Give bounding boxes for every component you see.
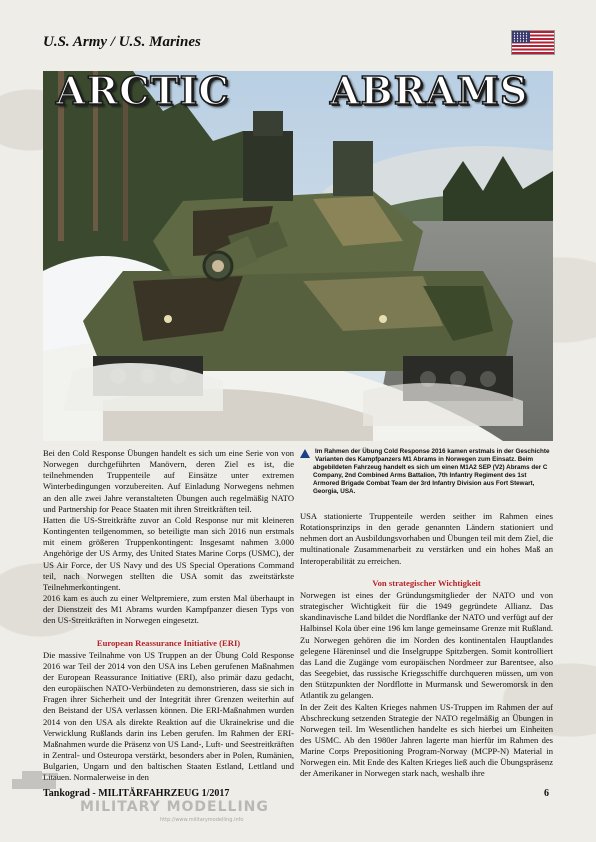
paragraph: USA stationierte Truppenteile werden seither im Rahmen eines Rotationsprinzips in den gerade genannten Ländern stationiert und nehmen dort an Ausbildungsvorhaben und Übungen teil mit dem Ziel, die multinationale Zusammenarbeit zu verstärken und ein hohes Maß an Interoperabilität zu erreichen. [300, 511, 553, 566]
watermark-text: MILITARY MODELLING [80, 799, 269, 815]
title-word-abrams: ABRAMS [330, 68, 529, 113]
subheading-strategic: Von strategischer Wichtigkeit [372, 577, 481, 588]
paragraph: Norwegen ist eines der Gründungsmitglieder der NATO und von strategischer Wichtigkeit für die 1949 gegründete Allianz. Das skandinavische Land bildet die Nordflanke der NATO und verfügt auf der Halbinsel Kola über eine 196 km lange gemeinsame Grenze mit Rußland. Zu Norwegen gehören die im Norden des kontinentalen Hauptlandes gelegene Häreninsel und die Inselgruppe Spitzbergen. Somit kontrolliert das Land die Zugänge vom europäischen Nordmeer zur Barentsee, also das Seegebiet, das russische Kriegsschiffe durchqueren müssen, um von den Stützpunkten der Nordflotte in Murmansk und Seweromorsk in den Atlantik zu gelangen. [300, 589, 553, 701]
caption-text: Im Rahmen der Übung Cold Response 2016 kamen erstmals in der Geschichte Varianten des Kampfpanzers M1 Abrams in Norwegen zum Einsatz. Beim abgebildeten Fahrzeug handelt es sich um einen M1A2 SEP (V2) Abrams der C Company, 2nd Combined Arms Battalion, 7th Infantry Regiment des 1st Armored Brigade Combat Team der 3rd Infantry Division aus Fort Stewart, Georgia, USA. [313, 448, 550, 496]
left-column [43, 448, 294, 784]
paragraph: Hatten die US-Streitkräfte zuvor an Cold Response nur mit kleineren Kontingenten teilgenommen, so beteiligte man sich 2016 nun erstmals mit einem größeren Truppenkontingent: Insgesamt nahmen 3.000 Angehörige der US Army, des United States Marine Corps (USMC), der US Air Force, der US Navy und des US Special Operations Command teil, nach Norwegen stellten die USA somit das zweitstärkste Teilnehmerkontingent. [43, 514, 294, 592]
section-header: U.S. Army / U.S. Marines [43, 34, 201, 50]
publication-footer: Tankograd - MILITÄRFAHRZEUG 1/2017 [43, 788, 230, 799]
photo-caption [300, 448, 553, 497]
watermark-url: http://www.militarymodelling.info [160, 817, 244, 823]
us-flag-icon [511, 30, 555, 55]
tank-photo [43, 68, 553, 441]
triangle-marker-icon [300, 449, 310, 458]
page-number: 6 [544, 788, 549, 799]
paragraph: In der Zeit des Kalten Krieges nahmen US-Truppen im Rahmen der auf Abschreckung setzenden Strategie der NATO regelmäßig an Übungen in Norwegen teil. Im Wesentlichen handelte es sich hierbei um Einheiten des USMC. Ab den 1980er Jahren lagerte man hierfür im Rahmen des Marine Corps Prepositioning Program-Norway (MCPP-N) Material in Norwegen ein. Mit Ende des Kalten Krieges ließ auch die Übungspräsenz der Amerikaner in Norwegen stark nach, weshalb ihre [300, 701, 553, 779]
paragraph: 2016 kam es auch zu einer Weltpremiere, zum ersten Mal überhaupt in der Dienstzeit des M1 Abrams wurden Kampfpanzer diesen Typs von den US-Streitkräften in Norwegen eingesetzt. [43, 593, 294, 626]
paragraph: Bei den Cold Response Übungen handelt es sich um eine Serie von von Norwegen durchgeführten Manövern, deren Ziel es ist, die teilnehmenden Truppenteile auf Einsätze unter extremen Winterbedingungen vorzubereiten. Auf Einladung Norwegens nehmen an den alle zwei Jahre veranstalteten Übungen auch regelmäßig NATO und Partnership for Peace Staaten mit ihren Streitkräften teil. [43, 448, 294, 514]
subheading-eri: European Reassurance Initiative (ERI) [96, 637, 241, 648]
title-word-arctic: ARCTIC [56, 68, 230, 113]
paragraph: Die massive Teilnahme von US Truppen an der Übung Cold Response 2016 war Teil der 2014 von den USA ins Leben gerufenen Maßnahmen der European Reassurance Initiative (ERI), also primär dazu gedacht, den europäischen NATO-Verbündeten zu demonstrieren, dass sie sich in Fragen ihrer Sicherheit und der Integrität ihrer Grenzen weiterhin auf den Beistand der USA verlassen können. Die ERI-Maßnahmen wurden 2014 von den USA als direkte Reaktion auf die Ukrainekrise und die Verwicklung Rußlands darin ins Leben gerufen. Im Rahmen der ERI-Maßnahmen wurde die Präsenz von US Land-, Luft- und Seestreitkräften in Zentral- und Osteuropa verstärkt, besonders aber in Polen, Rumänien, Bulgarien, Ungarn und den baltischen Staaten Estland, Lettland und Litauen. Normalerweise in den [43, 649, 294, 783]
right-column [300, 511, 553, 780]
